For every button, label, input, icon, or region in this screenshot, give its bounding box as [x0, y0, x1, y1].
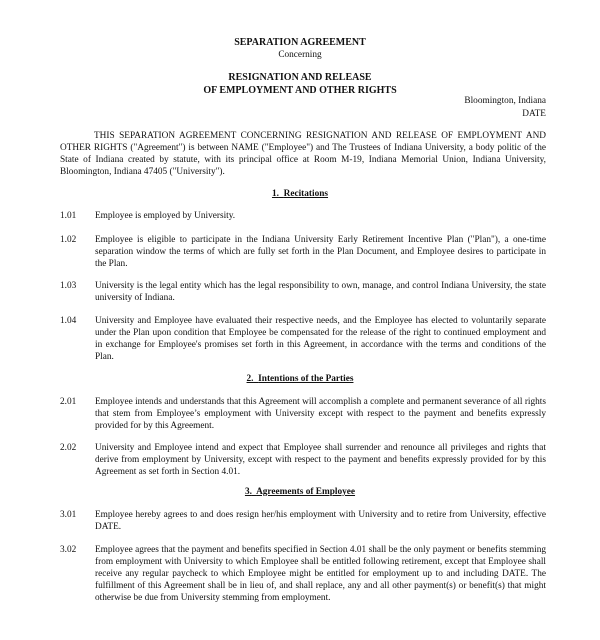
- date: DATE: [522, 109, 546, 119]
- clause-text: Employee hereby agrees to and does resign her/his employment with University and to retire from University, effective DATE.: [95, 510, 546, 532]
- clause-number: 3.01: [60, 510, 77, 520]
- heading-line-2: OF EMPLOYMENT AND OTHER RIGHTS: [203, 85, 397, 96]
- clause-3-01: [60, 509, 546, 533]
- section-number: 2.: [246, 374, 254, 384]
- clause-2-02: [60, 442, 546, 478]
- clause-text: Employee intends and understands that this Agreement will accomplish a complete and permanent severance of all rights that stem from Employee’s employment with University except with respect to the payment and benefits expressly provided for by this Agreement.: [95, 397, 546, 431]
- clause-text: University and Employee have evaluated their respective needs, and the Employee has elected to voluntarily separate under the Plan upon condition that Employee be compensated for the release of the right to continued employment and in exchange for Employee's promises set forth in this Agreement, in accordance with the terms and conditions of the Plan.: [95, 316, 546, 362]
- clause-number: 2.01: [60, 397, 77, 407]
- clause-number: 1.03: [60, 281, 77, 291]
- clause-1-01: [60, 210, 546, 222]
- clause-number: 1.02: [60, 235, 77, 245]
- document-heading: [0, 71, 600, 97]
- section-title: Agreements of Employee: [256, 487, 356, 497]
- heading-line-1: RESIGNATION AND RELEASE: [228, 72, 372, 83]
- place: Bloomington, Indiana: [464, 96, 546, 106]
- document-subtitle: Concerning: [278, 50, 322, 60]
- clause-number: 3.02: [60, 545, 77, 555]
- section-heading-3: [0, 486, 600, 498]
- section-title: Recitations: [283, 189, 329, 199]
- clause-1-04: [60, 315, 546, 363]
- document-title: SEPARATION AGREEMENT: [234, 37, 366, 48]
- clause-number: 2.02: [60, 443, 77, 453]
- clause-number: 1.04: [60, 316, 77, 326]
- clause-text: Employee agrees that the payment and benefits specified in Section 4.01 shall be the only payment or benefits stemming from employment with University to which Employee shall be entitled following retirement, except that Employee shall receive any regular paycheck to which Employee might be entitled for employment up to and including DATE. The fulfillment of this Agreement shall be in lieu of, and shall replace, any and all other payment(s) or benefit(s) that might otherwise be due from University stemming from employment.: [95, 545, 546, 603]
- clause-text: Employee is eligible to participate in the Indiana University Early Retirement Incentive Plan ("Plan"), a one-time separation window the terms of which are fully set forth in the Plan Document, and Employee desires to participate in the Plan.: [95, 235, 546, 269]
- section-heading-2: [0, 373, 600, 385]
- clause-3-02: [60, 544, 546, 604]
- clause-text: University and Employee intend and expect that Employee shall surrender and renounce all privileges and rights that derive from employment by University, except with respect to the payment and benefits expressly provided for by this Agreement as set forth in Section 4.01.: [95, 443, 546, 477]
- intro-paragraph: THIS SEPARATION AGREEMENT CONCERNING RESIGNATION AND RELEASE OF EMPLOYMENT AND OTHER RIGHTS ("Agreement") is between NAME ("Employee") and The Trustees of Indiana University, a body politic of the State of Indiana created by statute, with its principal office at Room M-19, Indiana Memorial Union, Indiana University, Bloomington, Indiana 47405 ("University").: [60, 131, 546, 177]
- clause-2-01: [60, 396, 546, 432]
- section-heading-1: [0, 188, 600, 200]
- clause-1-03: [60, 280, 546, 304]
- clause-number: 1.01: [60, 211, 77, 221]
- clause-1-02: [60, 234, 546, 270]
- section-number: 1.: [271, 189, 279, 199]
- section-title: Intentions of the Parties: [258, 374, 354, 384]
- clause-text: University is the legal entity which has the legal responsibility to own, manage, and control Indiana University, the state university of Indiana.: [95, 281, 546, 303]
- place-and-date: [464, 95, 546, 121]
- clause-text: Employee is employed by University.: [95, 211, 236, 221]
- section-number: 3.: [244, 487, 252, 497]
